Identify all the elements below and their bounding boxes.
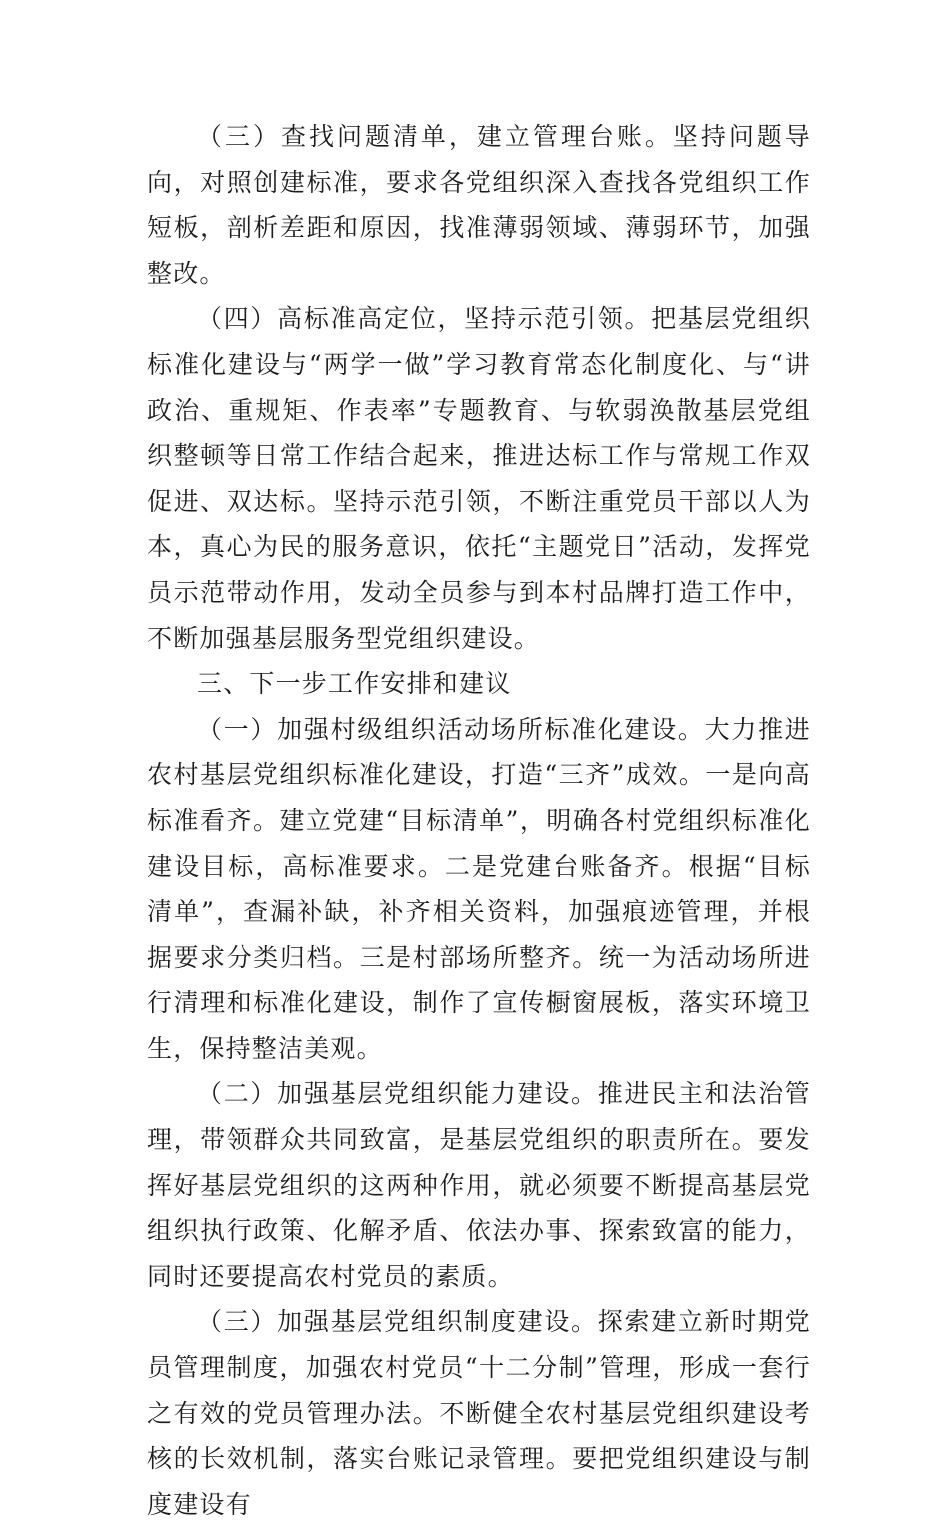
paragraph-problem-list: （三）查找问题清单，建立管理台账。坚持问题导向，对照创建标准，要求各党组织深入查找各党组织工作短板，剖析差距和原因，找准薄弱领域、薄弱环节，加强整改。 [147,122,811,288]
paragraph-system-building: （三）加强基层党组织制度建设。探索建立新时期党员管理制度，加强农村党员“十二分制”管理，形成一套行之有效的党员管理办法。不断健全农村基层党组织建设考核的长效机制，落实台账记录管理。要把党组织建设与制度建设有 [147,1307,811,1519]
paragraph-venue-standardization: （一）加强村级组织活动场所标准化建设。大力推进农村基层党组织标准化建设，打造“三齐”成效。一是向高标准看齐。建立党建“目标清单”，明确各村党组织标准化建设目标，高标准要求。二是党建台账备齐。根据“目标清单”，查漏补缺，补齐相关资料，加强痕迹管理，并根据要求分类归档。三是村部场所整齐。统一为活动场所进行清理和标准化建设，制作了宣传橱窗展板，落实环境卫生，保持整洁美观。 [147,714,811,1063]
section-heading-next-steps: 三、下一步工作安排和建议 [197,669,512,699]
paragraph-high-standard: （四）高标准高定位，坚持示范引领。把基层党组织标准化建设与“两学一做”学习教育常态化制度化、与“讲政治、重规矩、作表率”专题教育、与软弱涣散基层党组织整顿等日常工作结合起来，推进达标工作与常规工作双促进、双达标。坚持示范引领，不断注重党员干部以人为本，真心为民的服务意识，依托“主题党日”活动，发挥党员示范带动作用，发动全员参与到本村品牌打造工作中，不断加强基层服务型党组织建设。 [147,304,811,653]
document-body [147,114,811,1527]
paragraph-capacity-building: （二）加强基层党组织能力建设。推进民主和法治管理，带领群众共同致富，是基层党组织的职责所在。要发挥好基层党组织的这两种作用，就必须要不断提高基层党组织执行政策、化解矛盾、依法办事、探索致富的能力，同时还要提高农村党员的素质。 [147,1079,811,1291]
